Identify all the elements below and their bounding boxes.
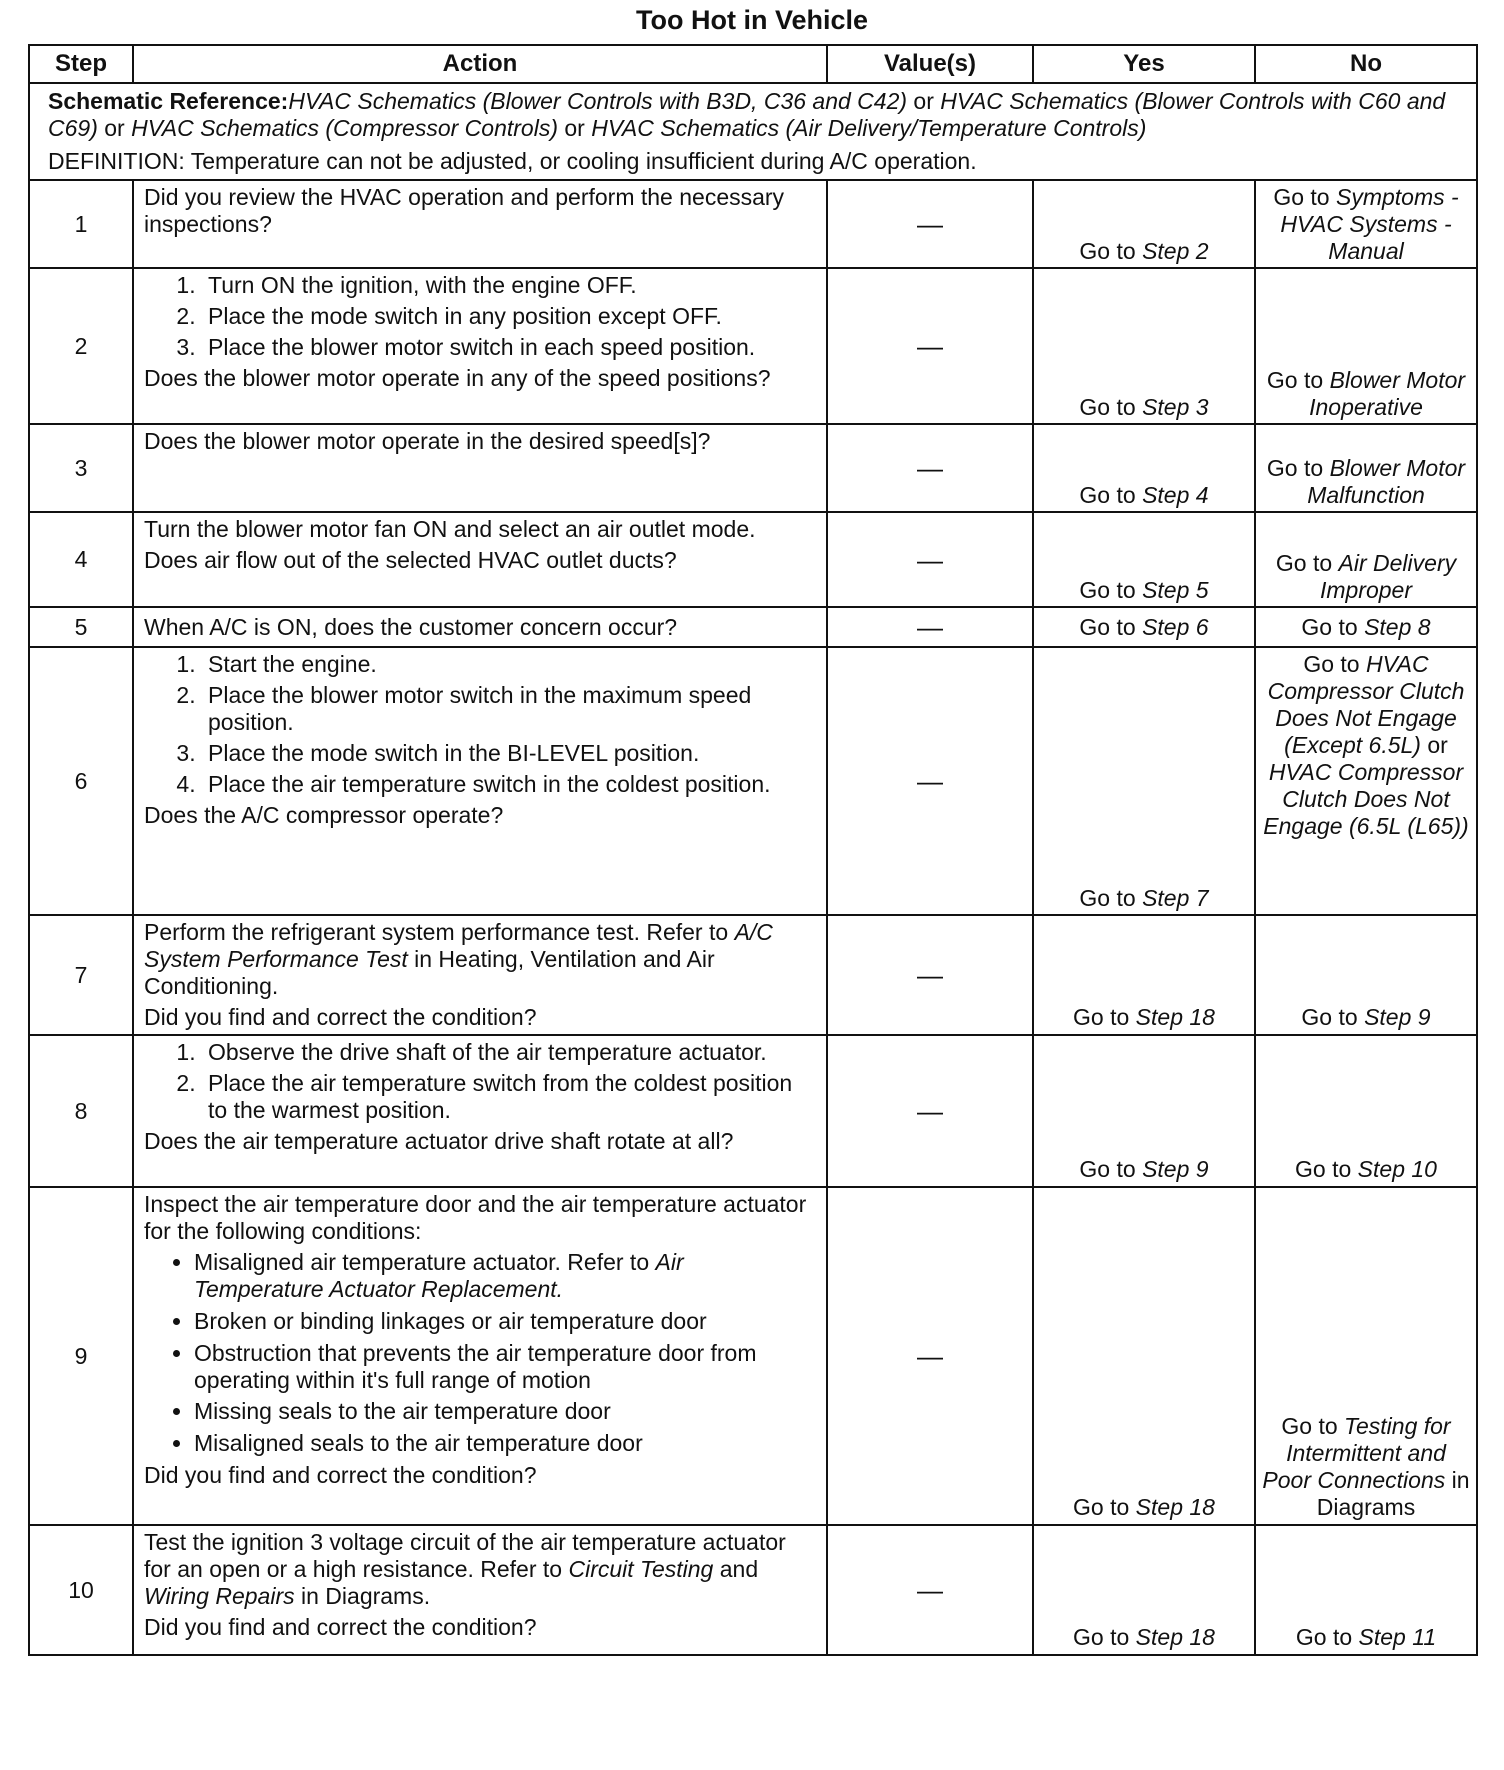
header-action: Action — [133, 45, 827, 83]
goto-text: Go to — [1073, 1004, 1130, 1031]
yes-link[interactable]: Step 3 — [1142, 393, 1209, 420]
action-cell — [133, 180, 827, 269]
value-cell: — — [827, 915, 1033, 1035]
goto-text: Go to — [1079, 237, 1136, 264]
no-link[interactable]: Step 10 — [1357, 1156, 1437, 1183]
no-cell — [1255, 1187, 1477, 1525]
goto-text: Go to — [1079, 1156, 1136, 1183]
yes-link[interactable]: Step 9 — [1142, 1156, 1209, 1183]
header-step: Step — [29, 45, 133, 83]
no-cell — [1255, 512, 1477, 607]
step-number: 1 — [29, 180, 133, 269]
header-no: No — [1255, 45, 1477, 83]
question: Does the A/C compressor operate? — [144, 801, 504, 828]
instruction-text: in Heating, Ventilation and Air Conditioning. — [144, 946, 715, 1000]
list-item — [194, 1249, 816, 1303]
action-cell — [133, 915, 827, 1035]
goto-text: Go to — [1079, 393, 1136, 420]
no-link[interactable]: Blower Motor Malfunction — [1307, 454, 1466, 508]
no-cell — [1255, 424, 1477, 512]
no-link[interactable]: HVAC Compressor Clutch Does Not Engage (Except 6.5L) — [1267, 651, 1465, 759]
step-number: 7 — [29, 915, 133, 1035]
value-cell: — — [827, 1035, 1033, 1187]
no-suffix: in Diagrams — [1316, 1467, 1470, 1521]
list-item: • Misaligned seals to the air temperature door — [194, 1430, 816, 1457]
instruction — [144, 919, 816, 1000]
definition: DEFINITION: Temperature can not be adjusted, or cooling insufficient during A/C operation. — [48, 147, 977, 174]
list-item: 2. Place the blower motor switch in the maximum speed position. — [202, 682, 816, 736]
action-cell — [133, 607, 827, 647]
goto-text: Go to — [1079, 613, 1136, 640]
question: Did you find and correct the condition? — [144, 1613, 537, 1640]
goto-text: Go to — [1266, 454, 1324, 481]
goto-text: Go to — [1079, 481, 1136, 508]
no-cell — [1255, 915, 1477, 1035]
yes-cell — [1033, 1525, 1255, 1655]
header-row — [29, 45, 1477, 83]
bullet-list — [144, 1249, 816, 1457]
no-cell — [1255, 607, 1477, 647]
value-cell: — — [827, 512, 1033, 607]
schematic-ref-4[interactable]: HVAC Schematics (Air Delivery/Temperature Controls) — [591, 114, 1147, 141]
no-cell — [1255, 647, 1477, 915]
goto-text: Go to — [1273, 183, 1330, 210]
header-yes: Yes — [1033, 45, 1255, 83]
yes-cell — [1033, 424, 1255, 512]
yes-link[interactable]: Step 5 — [1142, 576, 1209, 603]
yes-cell — [1033, 268, 1255, 424]
question: When A/C is ON, does the customer concern occur? — [144, 613, 678, 640]
table-row — [29, 647, 1477, 915]
step-number: 10 — [29, 1525, 133, 1655]
table-row — [29, 607, 1477, 647]
schematic-row — [29, 83, 1477, 180]
goto-text: Go to — [1295, 1624, 1353, 1651]
list-item: 1. Observe the drive shaft of the air temperature actuator. — [202, 1039, 816, 1066]
question: Did you find and correct the condition? — [144, 1004, 537, 1031]
step-number: 9 — [29, 1187, 133, 1525]
no-link[interactable]: HVAC Compressor Clutch Does Not Engage (6.5L (L65)) — [1263, 759, 1469, 839]
no-cell — [1255, 268, 1477, 424]
goto-text: Go to — [1295, 1156, 1352, 1183]
yes-cell — [1033, 512, 1255, 607]
yes-link[interactable]: Step 7 — [1142, 884, 1209, 911]
no-link[interactable]: Step 8 — [1364, 613, 1431, 640]
goto-text: Go to — [1266, 366, 1324, 393]
value-cell: — — [827, 268, 1033, 424]
yes-link[interactable]: Step 2 — [1142, 237, 1209, 264]
instruction: Turn the blower motor fan ON and select an air outlet mode. — [144, 516, 756, 543]
yes-link[interactable]: Step 18 — [1135, 1494, 1215, 1521]
question: Does air flow out of the selected HVAC outlet ducts? — [144, 547, 677, 574]
table-row — [29, 1035, 1477, 1187]
no-cell — [1255, 180, 1477, 269]
no-link[interactable]: Step 11 — [1358, 1624, 1437, 1651]
yes-link[interactable]: Step 6 — [1142, 613, 1209, 640]
reference-link[interactable]: Circuit Testing — [568, 1555, 714, 1582]
no-cell — [1255, 1035, 1477, 1187]
reference-link[interactable]: A/C System Performance Test — [144, 919, 773, 973]
instruction-text: Perform the refrigerant system performance test. Refer to — [144, 919, 729, 946]
numbered-list — [144, 272, 816, 361]
yes-cell — [1033, 180, 1255, 269]
yes-cell — [1033, 1187, 1255, 1525]
table-row — [29, 180, 1477, 269]
reference-link[interactable]: Wiring Repairs — [144, 1582, 295, 1609]
diagnostic-table — [28, 44, 1478, 1656]
bullet-text: Misaligned air temperature actuator. Refer to — [194, 1248, 650, 1275]
step-number: 5 — [29, 607, 133, 647]
goto-text: Go to — [1079, 884, 1136, 911]
yes-cell — [1033, 1035, 1255, 1187]
question: Did you review the HVAC operation and perform the necessary inspections? — [144, 183, 785, 237]
instruction — [144, 1529, 816, 1610]
step-number: 6 — [29, 647, 133, 915]
value-cell: — — [827, 647, 1033, 915]
goto-text: Go to — [1301, 613, 1358, 640]
step-number: 8 — [29, 1035, 133, 1187]
schematic-ref-2[interactable]: HVAC Schematics (Blower Controls with C60 and C69) — [48, 88, 1446, 141]
list-item: 1. Turn ON the ignition, with the engine OFF. — [202, 272, 816, 299]
numbered-list — [144, 1039, 816, 1124]
or-text: or — [1427, 732, 1448, 759]
value-cell: — — [827, 1525, 1033, 1655]
no-link[interactable]: Blower Motor Inoperative — [1309, 366, 1466, 420]
question: Does the blower motor operate in any of the speed positions? — [144, 365, 771, 392]
value-cell: — — [827, 607, 1033, 647]
header-values: Value(s) — [827, 45, 1033, 83]
table-row — [29, 268, 1477, 424]
or-text: or — [104, 114, 125, 141]
yes-cell — [1033, 647, 1255, 915]
goto-text: Go to — [1301, 1004, 1358, 1031]
list-item: 4. Place the air temperature switch in the coldest position. — [202, 771, 816, 798]
value-cell: — — [827, 180, 1033, 269]
table-row — [29, 424, 1477, 512]
action-cell — [133, 1187, 827, 1525]
instruction: Inspect the air temperature door and the air temperature actuator for the following conditions: — [144, 1191, 807, 1244]
question: Did you find and correct the condition? — [144, 1462, 537, 1489]
list-item: 3. Place the mode switch in the BI-LEVEL position. — [202, 740, 816, 767]
list-item: 1. Start the engine. — [202, 651, 816, 678]
goto-text: Go to — [1079, 576, 1136, 603]
table-row — [29, 1187, 1477, 1525]
or-text: or — [564, 114, 585, 141]
no-link[interactable]: Step 9 — [1364, 1004, 1431, 1031]
action-cell — [133, 647, 827, 915]
action-cell — [133, 268, 827, 424]
or-text: or — [913, 88, 934, 114]
list-item: 2. Place the mode switch in any position except OFF. — [202, 303, 816, 330]
action-cell — [133, 1525, 827, 1655]
list-item: • Obstruction that prevents the air temperature door from operating within it's full range of motion — [194, 1340, 816, 1394]
schematic-label: Schematic Reference: — [48, 88, 289, 114]
action-cell — [133, 424, 827, 512]
no-link[interactable]: Symptoms - HVAC Systems - Manual — [1280, 183, 1459, 264]
step-number: 4 — [29, 512, 133, 607]
list-item: • Broken or binding linkages or air temperature door — [194, 1308, 816, 1335]
instruction-text: in Diagrams. — [301, 1582, 431, 1609]
schematic-ref-1[interactable]: HVAC Schematics (Blower Controls with B3D, C36 and C42) — [288, 88, 908, 114]
goto-text: Go to — [1275, 549, 1333, 576]
no-cell — [1255, 1525, 1477, 1655]
no-link[interactable]: Air Delivery Improper — [1319, 549, 1457, 603]
value-cell: — — [827, 1187, 1033, 1525]
action-cell — [133, 1035, 827, 1187]
table-row — [29, 915, 1477, 1035]
and-text: and — [719, 1555, 759, 1582]
yes-link[interactable]: Step 18 — [1135, 1004, 1215, 1031]
question: Does the blower motor operate in the desired speed[s]? — [144, 428, 711, 455]
yes-cell — [1033, 915, 1255, 1035]
schematic-ref-3[interactable]: HVAC Schematics (Compressor Controls) — [131, 114, 558, 141]
question: Does the air temperature actuator drive shaft rotate at all? — [144, 1127, 734, 1154]
yes-link[interactable]: Step 18 — [1135, 1624, 1215, 1651]
goto-text: Go to — [1281, 1413, 1338, 1440]
list-item: 3. Place the blower motor switch in each speed position. — [202, 334, 816, 361]
page-title: Too Hot in Vehicle — [635, 5, 869, 35]
instruction-text: Test the ignition 3 voltage circuit of the air temperature actuator for an open or a high resistance. Refer to — [144, 1529, 786, 1582]
numbered-list — [144, 651, 816, 798]
no-link[interactable]: Testing for Intermittent and Poor Connections — [1262, 1413, 1451, 1494]
list-item: 2. Place the air temperature switch from the coldest position to the warmest position. — [202, 1070, 816, 1124]
yes-cell — [1033, 607, 1255, 647]
step-number: 2 — [29, 268, 133, 424]
list-item: • Missing seals to the air temperature door — [194, 1398, 816, 1425]
goto-text: Go to — [1073, 1494, 1130, 1521]
goto-text: Go to — [1073, 1624, 1130, 1651]
yes-link[interactable]: Step 4 — [1142, 481, 1209, 508]
action-cell — [133, 512, 827, 607]
step-number: 3 — [29, 424, 133, 512]
reference-link[interactable]: Air Temperature Actuator Replacement. — [194, 1248, 684, 1302]
table-row — [29, 1525, 1477, 1655]
schematic-reference — [29, 83, 1477, 180]
goto-text: Go to — [1303, 651, 1360, 678]
table-row — [29, 512, 1477, 607]
value-cell: — — [827, 424, 1033, 512]
